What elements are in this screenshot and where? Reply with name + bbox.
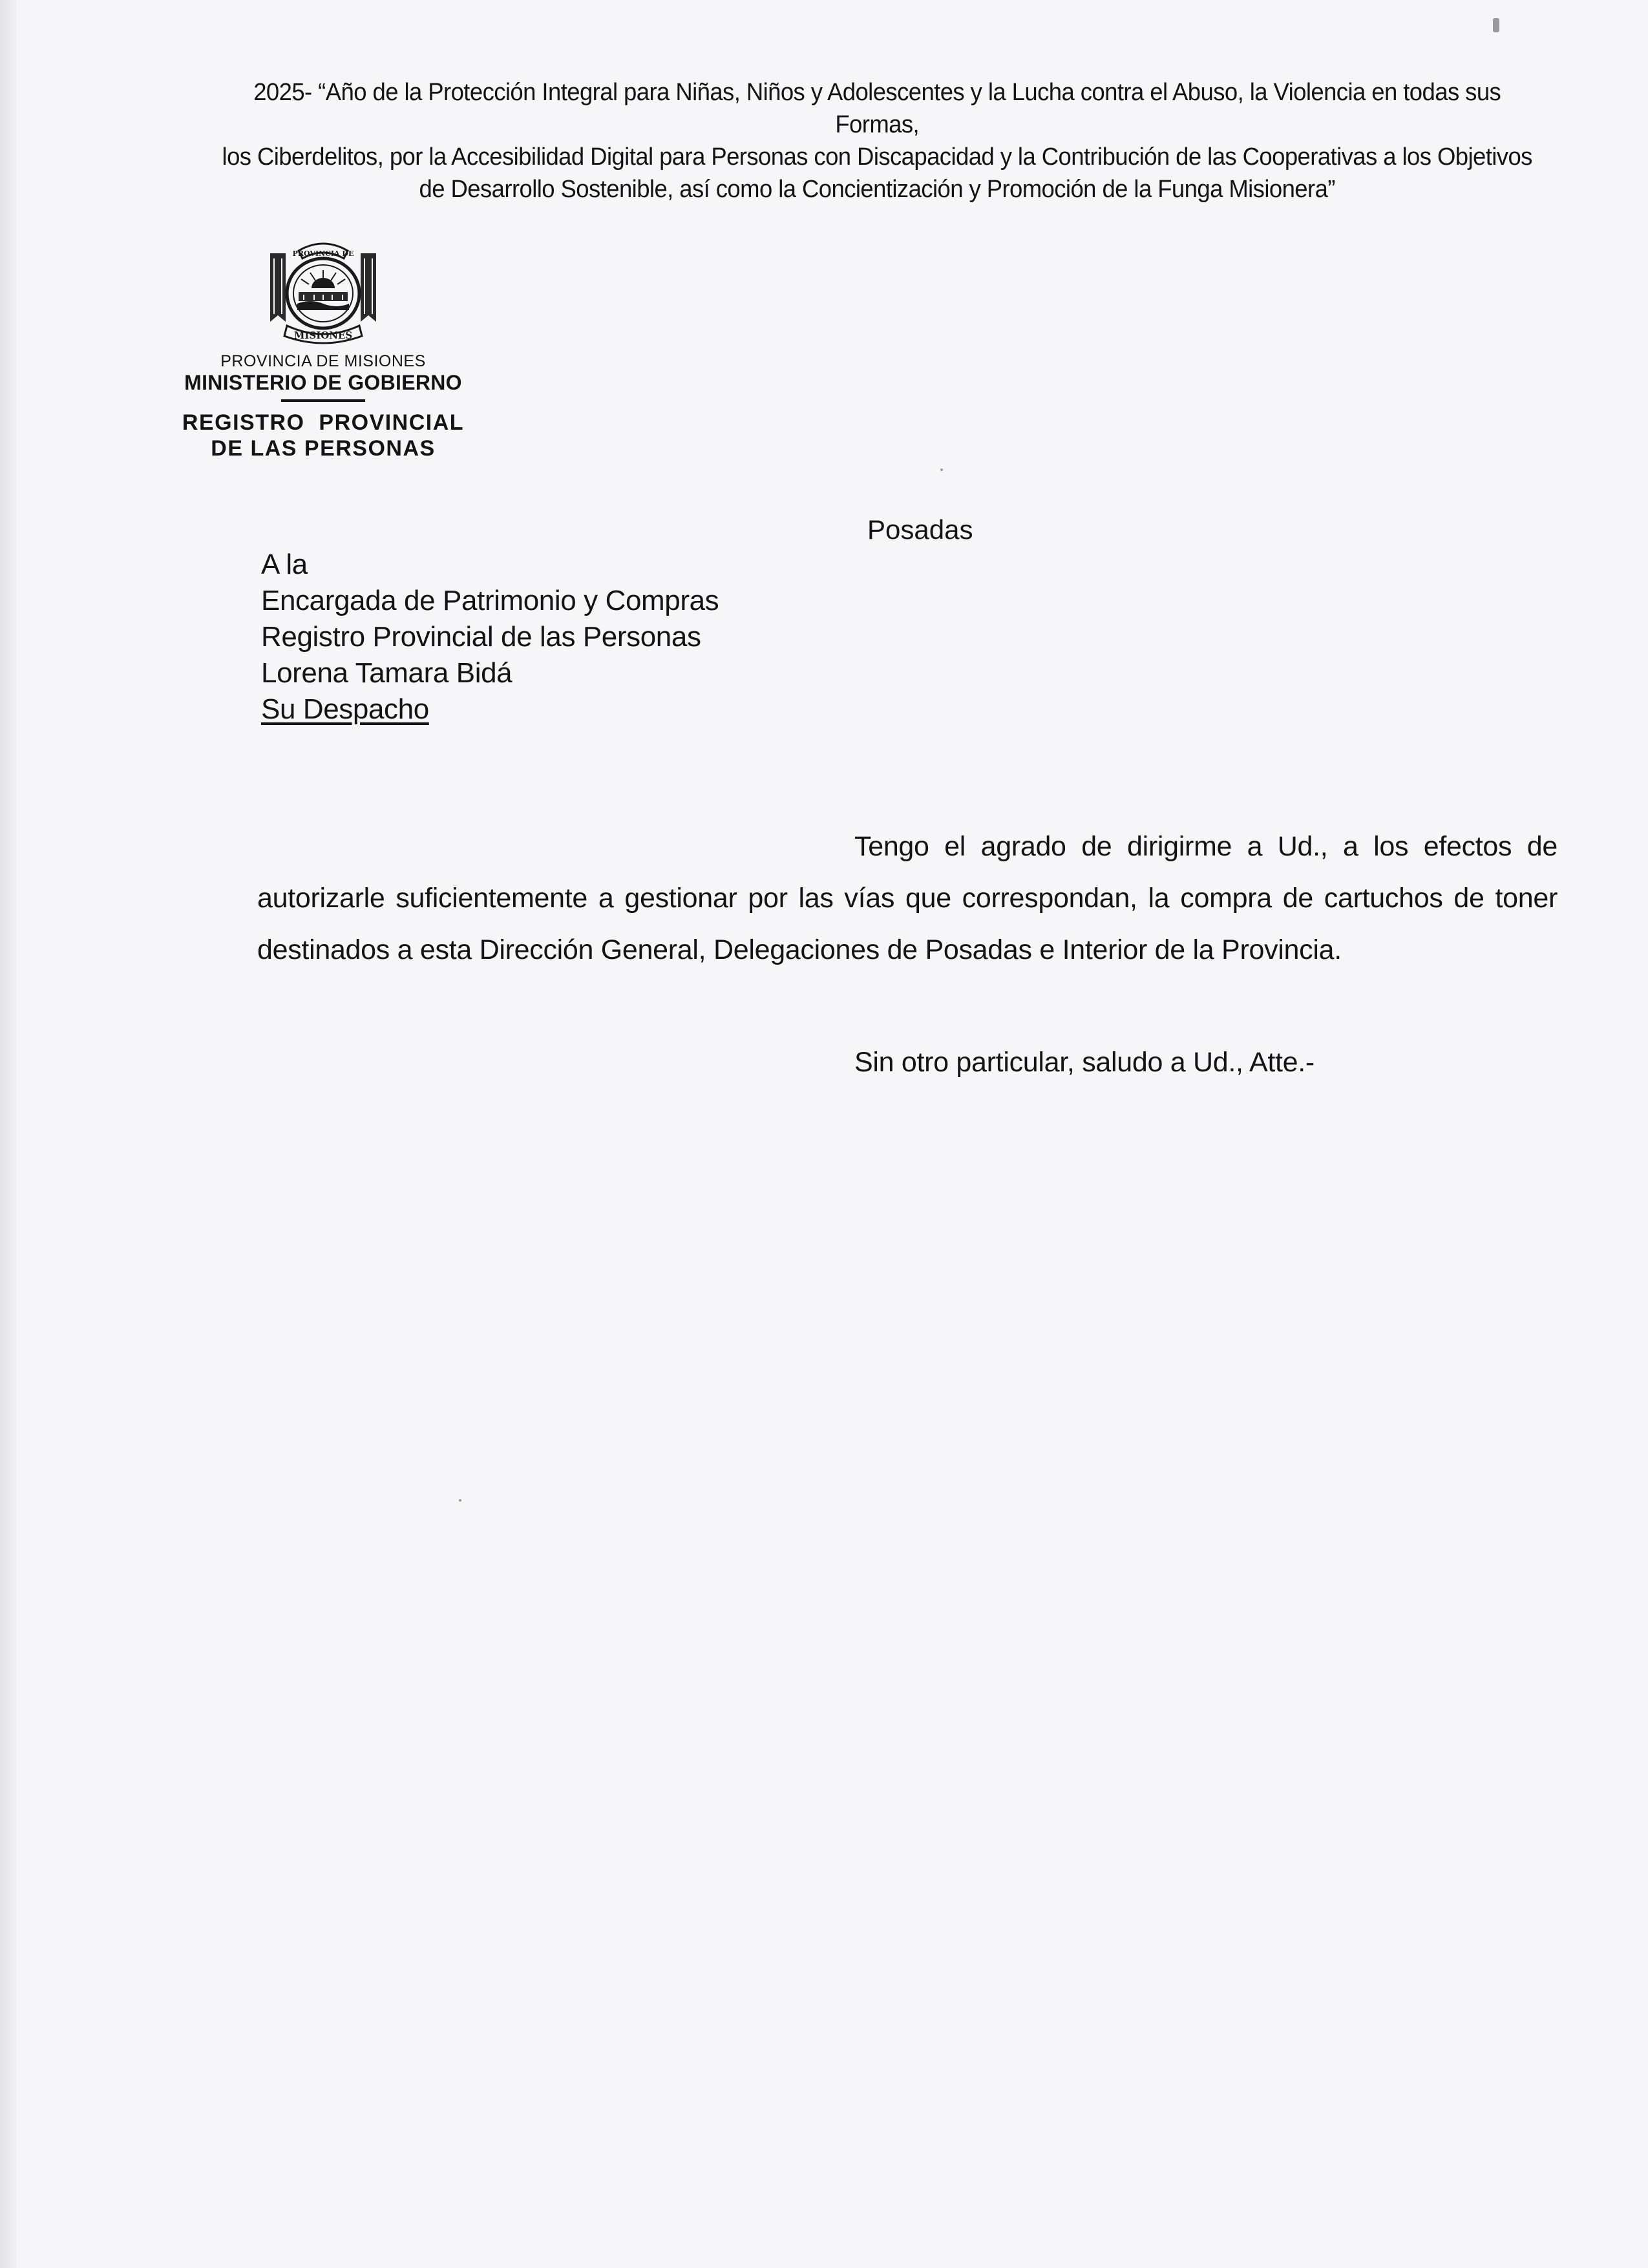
- org-registry-line-2: DE LAS PERSONAS: [211, 436, 436, 461]
- recipient-line-1: A la: [261, 549, 308, 580]
- letter-body: Tengo el agrado de dirigirme a Ud., a los efectos de autorizarle suficientemente a gestionar por las vías que correspondan, la compra de cartuchos de toner destinados a esta Dirección General, Delegaciones de Posadas e Interior de la Provincia.: [257, 831, 1558, 965]
- motto-line-2: los Ciberdelitos, por la Accesibilidad Digital para Personas con Discapacidad y la Contribución de las Cooperativas a los Objetivos: [222, 143, 1532, 171]
- motto-line-1: 2025- “Año de la Protección Integral para Niñas, Niños y Adolescentes y la Lucha contra el Abuso, la Violencia en todas sus Formas,: [253, 79, 1501, 138]
- org-province: PROVINCIA DE MISIONES: [220, 352, 426, 370]
- letter-city: Posadas: [867, 514, 973, 545]
- scan-speck: [459, 1499, 461, 1502]
- seal-top-text: PROVINCIA DE: [292, 249, 354, 258]
- recipient-line-2: Encargada de Patrimonio y Compras: [261, 585, 719, 616]
- letterhead-divider: [281, 399, 365, 402]
- recipient-block: [261, 547, 719, 728]
- header-motto: [213, 76, 1541, 205]
- scan-speck: [940, 468, 943, 471]
- org-ministry: MINISTERIO DE GOBIERNO: [184, 371, 462, 394]
- motto-line-3: de Desarrollo Sostenible, así como la Concientización y Promoción de la Funga Misionera”: [419, 176, 1335, 203]
- letter-closing: Sin otro particular, saludo a Ud., Atte.-: [854, 1047, 1315, 1078]
- recipient-line-4: Lorena Tamara Bidá: [261, 657, 512, 689]
- recipient-line-3: Registro Provincial de las Personas: [261, 621, 701, 653]
- recipient-line-5: Su Despacho: [261, 693, 429, 725]
- provincial-seal-icon: [259, 239, 388, 349]
- letterhead: [155, 239, 491, 461]
- scan-speck: [1493, 18, 1499, 32]
- org-registry-line-1: REGISTRO PROVINCIAL: [182, 410, 465, 435]
- seal-bottom-text: MISIONES: [293, 330, 353, 341]
- scan-left-edge: [0, 0, 17, 2268]
